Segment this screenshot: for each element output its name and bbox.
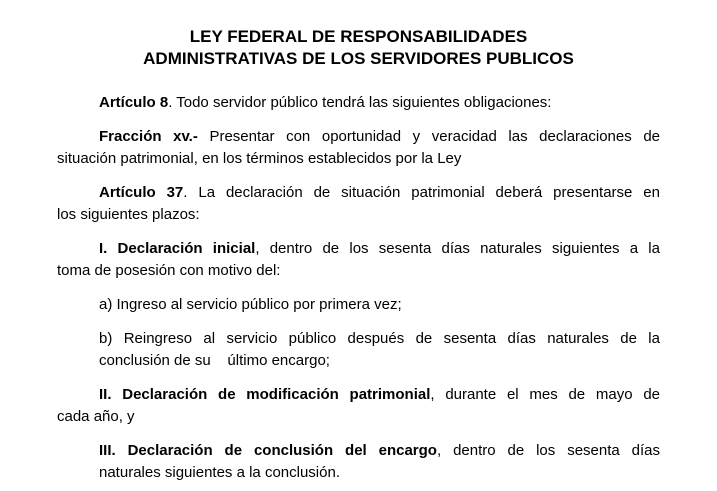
paragraph-inciso-b: [99, 328, 660, 372]
fraccion-xv-lead: Fracción xv.-: [99, 128, 198, 145]
paragraph-inciso-b-line1: b) Reingreso al servicio público después de sesenta días naturales de la: [99, 330, 660, 347]
paragraph-articulo-37: [57, 182, 660, 226]
paragraph-inciso-a: [99, 294, 660, 316]
paragraph-articulo-37-line2: los siguientes plazos:: [57, 206, 200, 223]
paragraph-fraccion-i-line1: [57, 238, 660, 260]
paragraph-inciso-b-line2: conclusión de su último encargo;: [99, 352, 330, 369]
fraccion-iii-line1-text: , dentro de los sesenta días: [436, 442, 660, 459]
paragraph-articulo-8: [57, 92, 660, 114]
paragraph-fraccion-i: [57, 238, 660, 282]
paragraph-fraccion-ii: [57, 384, 660, 428]
paragraph-fraccion-ii-line2: cada año, y: [57, 408, 135, 425]
paragraph-inciso-a-line1: a) Ingreso al servicio público por primera vez;: [99, 296, 402, 313]
paragraph-fraccion-xv-line1: [57, 126, 660, 148]
fraccion-ii-lead: II. Declaración de modificación patrimonial: [99, 386, 431, 403]
fraccion-i-lead: I. Declaración inicial: [99, 240, 256, 257]
articulo-37-line1-text: . La declaración de situación patrimonial deberá presentarse en: [183, 184, 660, 201]
fraccion-ii-line1-text: , durante el mes de mayo de: [430, 386, 661, 403]
paragraph-articulo-37-line1: [57, 182, 660, 204]
articulo-8-text: . Todo servidor público tendrá las siguientes obligaciones:: [168, 94, 552, 111]
fraccion-iii-lead: III. Declaración de conclusión del encargo: [99, 442, 437, 459]
document-title: [57, 26, 660, 70]
paragraph-fraccion-i-line2: toma de posesión con motivo del:: [57, 262, 281, 279]
fraccion-xv-line1-text: Presentar con oportunidad y veracidad las declaraciones de: [197, 128, 661, 145]
document-title-line1: LEY FEDERAL DE RESPONSABILIDADES: [189, 27, 528, 46]
paragraph-fraccion-iii-line2: naturales siguientes a la conclusión.: [99, 464, 340, 481]
articulo-8-lead: Artículo 8: [99, 94, 169, 111]
paragraph-fraccion-ii-line1: [57, 384, 660, 406]
paragraph-fraccion-iii-line1: [99, 440, 660, 462]
paragraph-articulo-8-line1: [57, 92, 660, 114]
fraccion-i-line1-text: , dentro de los sesenta días naturales siguientes a la: [255, 240, 660, 257]
paragraph-fraccion-iii: [99, 440, 660, 484]
document-title-line2: ADMINISTRATIVAS DE LOS SERVIDORES PUBLICOS: [143, 49, 574, 68]
articulo-37-lead: Artículo 37: [99, 184, 184, 201]
paragraph-fraccion-xv-line2: situación patrimonial, en los términos establecidos por la Ley: [57, 150, 462, 167]
paragraph-fraccion-xv: [57, 126, 660, 170]
